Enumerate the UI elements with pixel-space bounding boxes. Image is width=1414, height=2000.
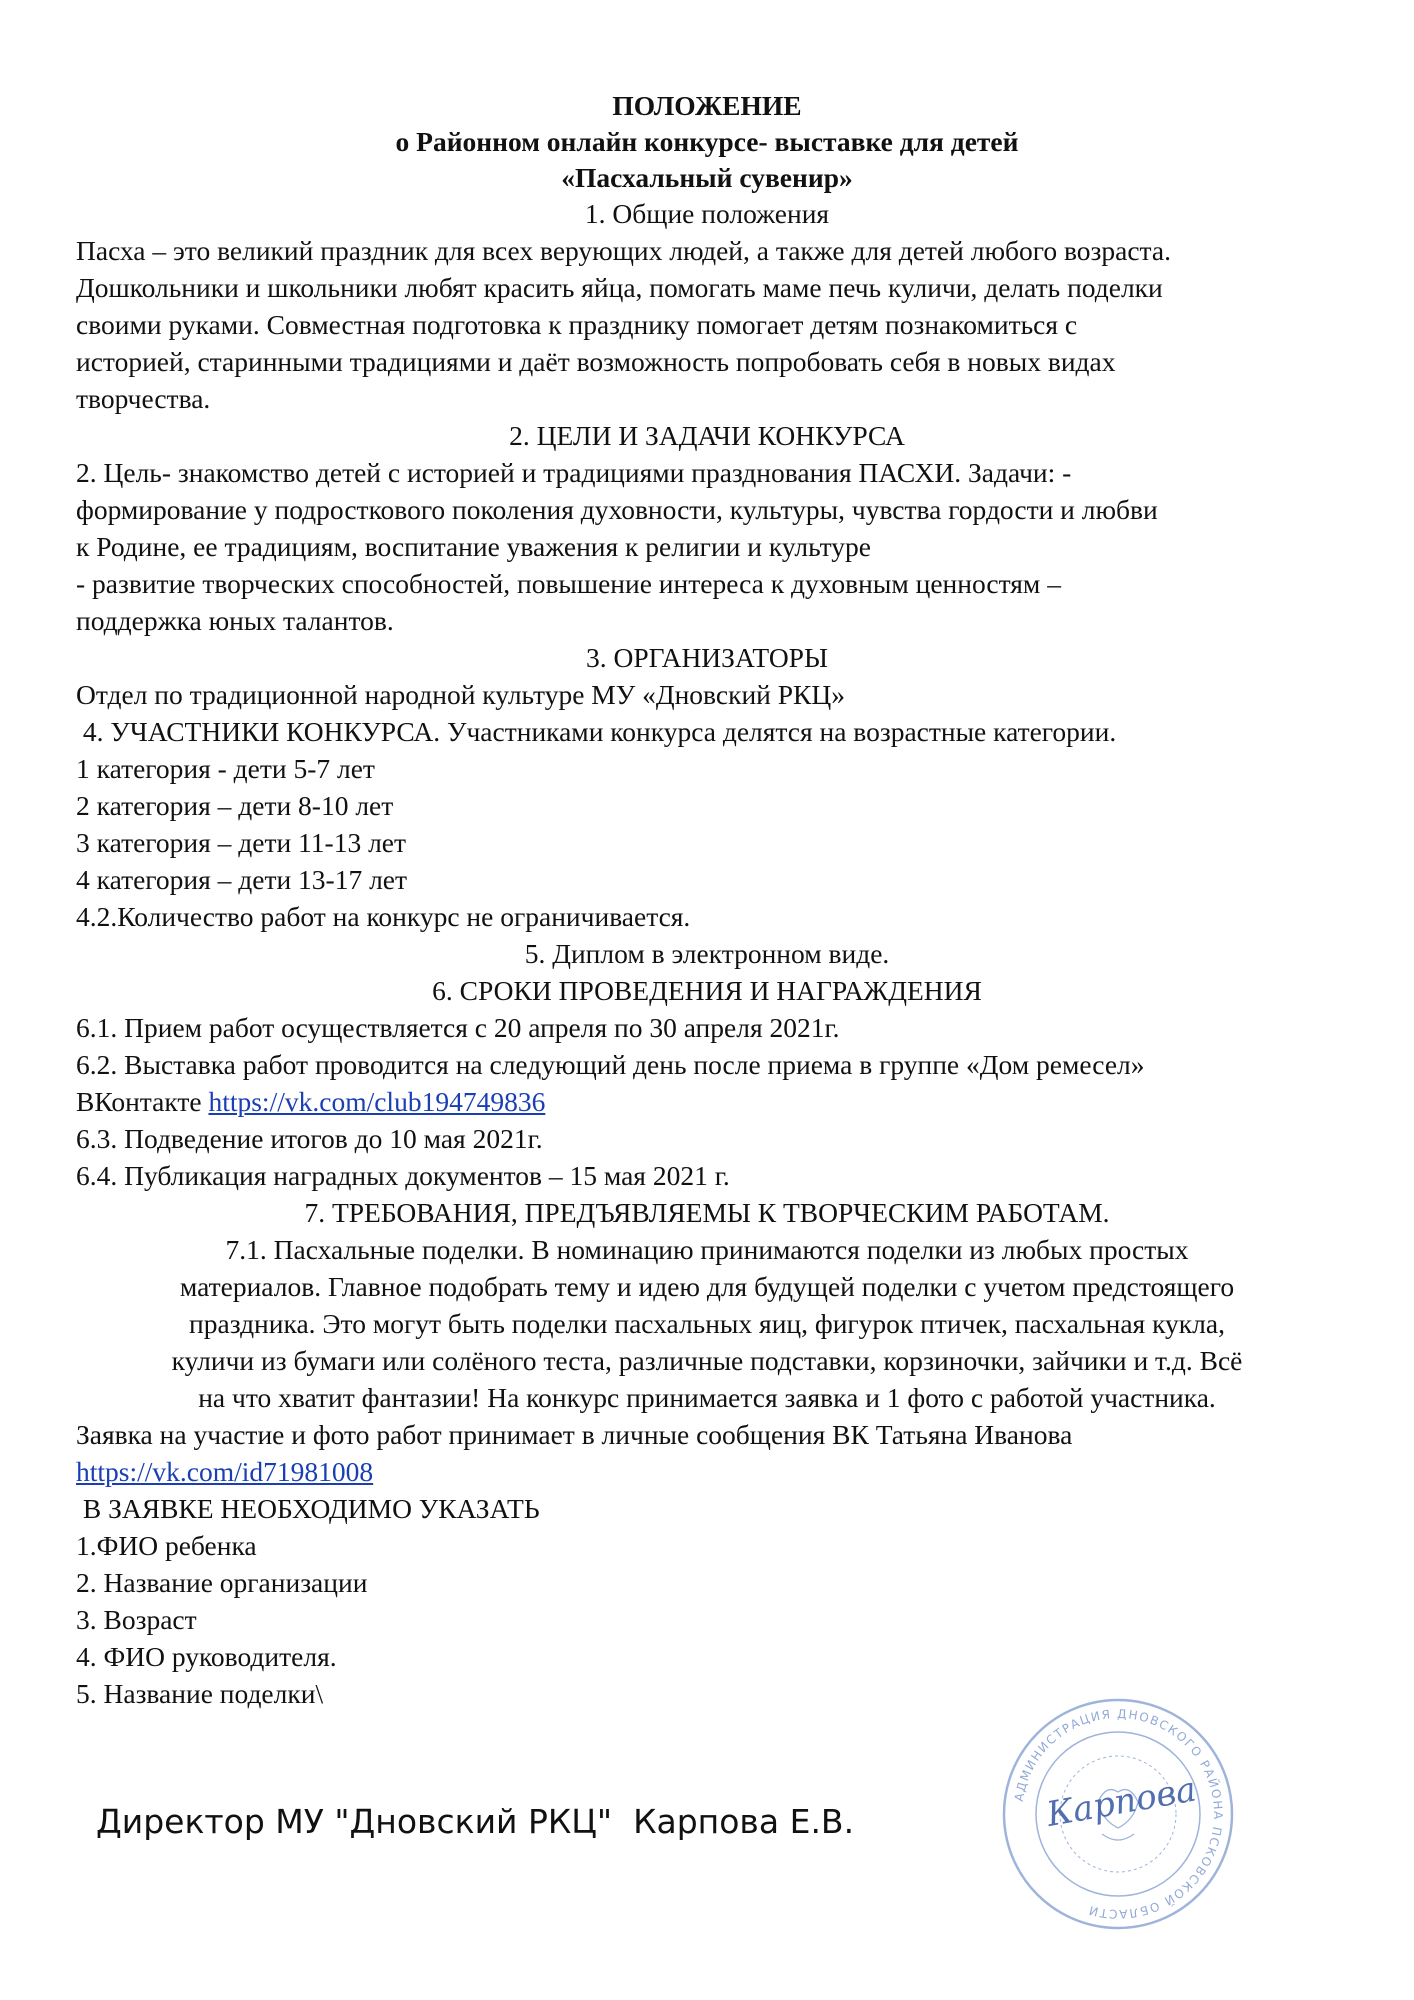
official-stamp-seal — [998, 1694, 1238, 1934]
age-category-item: 1 категория - дети 5-7 лет — [76, 753, 375, 784]
requirements-heading: В ЗАЯВКЕ НЕОБХОДИМО УКАЗАТЬ — [76, 1493, 540, 1524]
section7-paragraph-line: материалов. Главное подобрать тему и идею для будущей поделки с учетом предстоящего — [179, 1271, 1235, 1302]
section1-paragraph-line: своими руками. Совместная подготовка к празднику помогает детям познакомиться с — [76, 309, 1078, 340]
section2-heading: 2. ЦЕЛИ И ЗАДАЧИ КОНКУРСА — [509, 420, 905, 451]
vk-group-link[interactable]: https://vk.com/club194749836 — [208, 1086, 546, 1117]
section2-paragraph-line: 2. Цель- знакомство детей с историей и традициями празднования ПАСХИ. Задачи: - — [76, 457, 1072, 488]
deadline-item-vk — [76, 1084, 545, 1120]
requirement-item: 3. Возраст — [76, 1604, 197, 1635]
vk-label: ВКонтакте — [76, 1086, 209, 1117]
section7-paragraph-line: праздника. Это могут быть поделки пасхальных яиц, фигурок птичек, пасхальная кукла, — [189, 1308, 1225, 1339]
organizer-text: Отдел по традиционной народной культуре МУ «Дновский РКЦ» — [76, 679, 845, 710]
section4-heading: 4. УЧАСТНИКИ КОНКУРСА. Участниками конкурса делятся на возрастные категории. — [76, 716, 1117, 747]
section7-paragraph-line: на что хватит фантазии! На конкурс принимается заявка и 1 фото с работой участника. — [198, 1382, 1216, 1413]
vk-profile-link[interactable]: https://vk.com/id71981008 — [76, 1456, 374, 1487]
section6-heading: 6. СРОКИ ПРОВЕДЕНИЯ И НАГРАЖДЕНИЯ — [432, 975, 982, 1006]
director-signature-line: Директор МУ "Дновский РКЦ" Карпова Е.В. — [96, 1802, 855, 1841]
section2-paragraph-line: к Родине, ее традициям, воспитание уважения к религии и культуре — [76, 531, 871, 562]
section7-heading: 7. ТРЕБОВАНИЯ, ПРЕДЪЯВЛЯЕМЫ К ТВОРЧЕСКИМ РАБОТАМ. — [304, 1197, 1110, 1228]
application-link-line — [76, 1454, 373, 1490]
document-subtitle: о Районном онлайн конкурсе- выставке для детей — [395, 126, 1019, 157]
contest-name: «Пасхальный сувенир» — [561, 162, 853, 193]
section1-heading: 1. Общие положения — [584, 198, 830, 229]
deadline-item: 6.4. Публикация наградных документов – 15 мая 2021 г. — [76, 1160, 730, 1191]
deadline-item: 6.2. Выставка работ проводится на следующий день после приема в группе «Дом ремесел» — [76, 1049, 1145, 1080]
section1-paragraph-line: Дошкольники и школьники любят красить яйца, помогать маме печь куличи, делать поделки — [76, 272, 1163, 303]
document-title: ПОЛОЖЕНИЕ — [612, 90, 802, 121]
deadline-item: 6.1. Прием работ осуществляется с 20 апреля по 30 апреля 2021г. — [76, 1012, 840, 1043]
age-category-item: 3 категория – дети 11-13 лет — [76, 827, 407, 858]
requirement-item: 1.ФИО ребенка — [76, 1530, 257, 1561]
section2-paragraph-line: поддержка юных талантов. — [76, 605, 394, 636]
section7-paragraph-line: куличи из бумаги или солёного теста, различные подставки, корзиночки, зайчики и т.д. Всё — [171, 1345, 1243, 1376]
requirement-item: 4. ФИО руководителя. — [76, 1641, 337, 1672]
section2-paragraph-line: - развитие творческих способностей, повышение интереса к духовным ценностям – — [76, 568, 1061, 599]
section5-heading: 5. Диплом в электронном виде. — [524, 938, 890, 969]
requirement-item: 5. Название поделки\ — [76, 1678, 324, 1709]
requirement-item: 2. Название организации — [76, 1567, 368, 1598]
section1-paragraph-line: историей, старинными традициями и даёт возможность попробовать себя в новых видах — [76, 346, 1116, 377]
age-category-item: 2 категория – дети 8-10 лет — [76, 790, 394, 821]
section7-paragraph-line: 7.1. Пасхальные поделки. В номинацию принимаются поделки из любых простых — [225, 1234, 1189, 1265]
section3-heading: 3. ОРГАНИЗАТОРЫ — [586, 642, 828, 673]
section1-paragraph-line: творчества. — [76, 383, 211, 414]
application-info: Заявка на участие и фото работ принимает в личные сообщения ВК Татьяна Иванова — [76, 1419, 1073, 1450]
age-category-item: 4 категория – дети 13-17 лет — [76, 864, 408, 895]
section1-paragraph-line: Пасха – это великий праздник для всех верующих людей, а также для детей любого возраста. — [76, 235, 1171, 266]
deadline-item: 6.3. Подведение итогов до 10 мая 2021г. — [76, 1123, 543, 1154]
section2-paragraph-line: формирование у подросткового поколения духовности, культуры, чувства гордости и любви — [76, 494, 1158, 525]
works-quantity-note: 4.2.Количество работ на конкурс не ограничивается. — [76, 901, 691, 932]
handwritten-signature: Карпова — [1043, 1769, 1200, 1836]
stamp-outer-text: АДМИНИСТРАЦИЯ ДНОВСКОГО РАЙОНА ПСКОВСКОЙ ОБЛАСТИ — [1011, 1706, 1226, 1922]
